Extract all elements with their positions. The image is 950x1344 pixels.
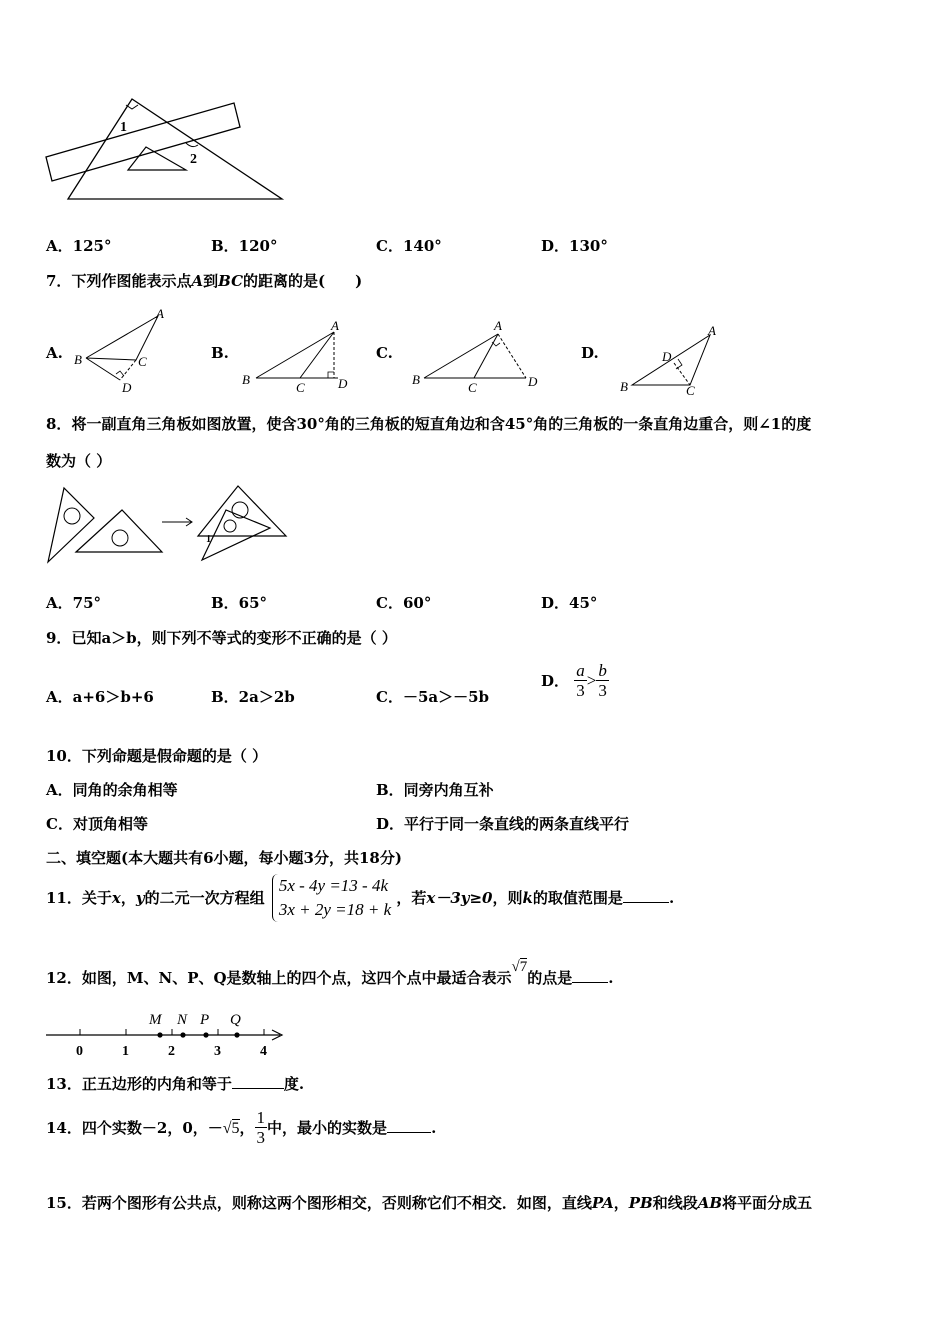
q12-text-post: 的点是	[527, 969, 573, 987]
q11-equation-2: 3x + 2y =18 + k	[278, 900, 392, 919]
q12-text-pre: 如图，M、N、P、Q是数轴上的四个点，这四个点中最适合表示	[81, 969, 512, 987]
q7c-label-b: B	[412, 372, 420, 387]
q10-question	[46, 746, 267, 766]
q14-end: .	[431, 1119, 437, 1137]
q13-text-pre: 正五边形的内角和等于	[81, 1075, 232, 1093]
q9-number: 9．	[46, 629, 72, 647]
q12-answer-blank[interactable]	[572, 968, 608, 983]
q10-text: 下列命题是假命题的是（ ）	[81, 747, 268, 765]
q7a-label-b: B	[74, 352, 82, 367]
q12-tick-0: 0	[76, 1044, 83, 1059]
q7-question	[46, 271, 362, 291]
q11-text-pre: 关于	[81, 889, 112, 907]
q12-sqrt-sign: √	[511, 959, 520, 975]
q7b-label-d: D	[338, 376, 348, 391]
q11-text-mid: 的二元一次方程组	[144, 889, 265, 907]
q10-option-d[interactable]: D．平行于同一条直线的两条直线平行	[376, 815, 630, 833]
q12-label-p: P	[200, 1012, 210, 1028]
q6-big-triangle	[68, 99, 282, 199]
q6-right-angle-mark	[126, 105, 138, 109]
q7b-label-a: A	[331, 318, 339, 333]
q7c-label-c: C	[468, 380, 477, 395]
q15-line-pb: PB	[628, 1194, 653, 1212]
q9-frac-b-den: 3	[598, 681, 607, 700]
q14-question	[46, 1108, 436, 1152]
q7b-label-b: B	[242, 372, 250, 387]
q14-number: 14．	[46, 1119, 82, 1137]
q6-ruler	[46, 103, 240, 181]
q9-option-c[interactable]: C．－5a＞－5b	[376, 688, 490, 706]
q12-point-p	[203, 1032, 208, 1037]
q9-gt-sign: >	[586, 670, 597, 690]
q8-text-line1: 将一副直角三角板如图放置，使含30°角的三角板的短直角边和含45°角的三角板的一条直角边重合，则∠1的度	[71, 415, 812, 433]
q11-answer-blank[interactable]	[623, 888, 669, 903]
q11-equation-1: 5x - 4y =13 - 4k	[278, 876, 389, 895]
q8-option-a[interactable]: A．75°	[46, 594, 102, 612]
q9-frac-a-num: a	[576, 661, 585, 680]
q15-end: 将平面分成五	[722, 1194, 813, 1212]
q8-figure	[44, 480, 294, 570]
q9-option-d[interactable]	[541, 661, 609, 700]
q10-option-c[interactable]: C．对顶角相等	[46, 815, 148, 833]
q14-sqrt-sign: √	[222, 1120, 232, 1137]
q13-question	[46, 1074, 304, 1094]
q12-label-q: Q	[230, 1012, 241, 1028]
q14-text-pre: 四个实数－2，0，－	[81, 1119, 223, 1137]
q12-label-m: M	[149, 1012, 162, 1028]
q12-number-line	[44, 1005, 294, 1060]
q8-right-triangle-45	[198, 486, 286, 536]
q10-option-a[interactable]: A．同角的余角相等	[46, 781, 178, 799]
q7b-label-c: C	[296, 380, 305, 395]
q9-frac-b	[596, 661, 609, 700]
q14-frac-num: 1	[256, 1108, 266, 1127]
q11-number: 11．	[46, 889, 82, 907]
q6-figure	[40, 95, 290, 205]
q8-number: 8．	[46, 415, 72, 433]
q7-figure-a	[70, 308, 170, 396]
q14-radicand: 5	[231, 1120, 240, 1137]
q8-option-c[interactable]: C．60°	[376, 594, 432, 612]
q10-option-b[interactable]: B．同旁内角互补	[376, 781, 494, 799]
q11-end: .	[668, 889, 675, 907]
q9-frac-b-num: b	[598, 661, 607, 680]
q10-number: 10．	[46, 747, 82, 765]
q9-option-b[interactable]: B．2a＞2b	[211, 688, 295, 706]
q14-answer-blank[interactable]	[387, 1118, 431, 1133]
q12-radicand: 7	[519, 959, 528, 975]
q11-var-x: x	[111, 889, 121, 907]
q7-figure-c	[408, 316, 548, 396]
q14-text-post: 中，最小的实数是	[267, 1119, 388, 1137]
q15-comma: ，	[613, 1194, 629, 1212]
q6-option-b[interactable]: B．120°	[211, 237, 278, 255]
q11-var-y: y	[135, 889, 145, 907]
q9-option-d-label: D．	[541, 672, 570, 690]
q15-segment-ab: AB	[697, 1194, 723, 1212]
q11-text-post3: 的取值范围是	[532, 889, 623, 907]
q12-end: .	[608, 969, 614, 987]
q9-text: 已知a＞b，则下列不等式的变形不正确的是（ ）	[71, 629, 397, 647]
q8-option-b[interactable]: B．65°	[211, 594, 268, 612]
q7-figure-d	[612, 325, 732, 400]
q12-number: 12．	[46, 969, 82, 987]
q7a-label-d: D	[122, 380, 132, 395]
q9-frac-a	[574, 661, 587, 700]
q15-question	[46, 1193, 812, 1213]
q7-figure-b	[238, 316, 358, 396]
q14-sep: ，	[239, 1119, 255, 1137]
q7d-label-c: C	[686, 383, 695, 398]
q8-question-line2: 数为（ ）	[46, 452, 112, 470]
q12-point-n	[180, 1032, 185, 1037]
q15-number: 15．	[46, 1194, 82, 1212]
q12-tick-3: 3	[214, 1044, 221, 1059]
q11-text-post2: ，则	[492, 889, 523, 907]
q13-number: 13．	[46, 1075, 82, 1093]
q11-comma: ，	[120, 889, 136, 907]
q7a-label-c: C	[138, 354, 147, 369]
q6-option-d[interactable]: D．130°	[541, 237, 608, 255]
q12-question	[46, 959, 614, 989]
q7-text-post: 的距离的是(	[243, 272, 326, 290]
q7c-label-a: A	[494, 318, 502, 333]
q7-option-a-label[interactable]: A.	[46, 344, 63, 362]
q14-frac-den: 3	[256, 1128, 266, 1147]
q8-angle1-label: 1	[206, 534, 211, 545]
q6-angle2-label: 2	[190, 152, 197, 167]
q7d-label-d: D	[662, 349, 672, 364]
q7-close-paren: )	[355, 272, 363, 290]
q7-option-c-label[interactable]: C.	[376, 344, 393, 362]
q7d-label-b: B	[620, 379, 628, 394]
q14-fraction	[255, 1108, 268, 1147]
q12-tick-4: 4	[260, 1044, 267, 1059]
q9-question	[46, 628, 397, 648]
q15-line-pa: PA	[591, 1194, 614, 1212]
q8-option-d[interactable]: D．45°	[541, 594, 598, 612]
q11-question	[46, 872, 674, 924]
q8-left-triangle-30	[48, 488, 94, 562]
q7-text-mid: 到	[203, 272, 219, 290]
q12-tick-2: 2	[168, 1044, 175, 1059]
q12-point-q	[234, 1032, 239, 1037]
q6-angle1-label: 1	[120, 120, 127, 135]
section2-title: 二、填空题(本大题共有6小题，每小题3分，共18分)	[46, 849, 402, 867]
q12-label-n: N	[177, 1012, 188, 1028]
q7c-label-d: D	[528, 374, 538, 389]
q12-point-m	[157, 1032, 162, 1037]
q12-tick-1: 1	[122, 1044, 129, 1059]
q7-segment-bc: BC	[218, 272, 244, 290]
q12-sqrt7	[512, 957, 528, 977]
q7-option-d-label[interactable]: D.	[581, 344, 599, 362]
q11-text-post1: ，若	[396, 889, 427, 907]
q13-answer-blank[interactable]	[232, 1074, 284, 1089]
q7-text-pre: 下列作图能表示点	[71, 272, 192, 290]
q15-mid: 和线段	[652, 1194, 698, 1212]
q7a-label-a: A	[156, 306, 164, 321]
q6-angle-arc	[186, 143, 198, 147]
q6-option-c[interactable]: C．140°	[376, 237, 442, 255]
q8-question-line1	[46, 414, 811, 434]
q15-text: 若两个图形有公共点，则称这两个图形相交，否则称它们不相交．如图，直线	[81, 1194, 592, 1212]
q7d-label-a: A	[708, 323, 716, 338]
q9-option-a[interactable]: A．a+6＞b+6	[46, 688, 154, 706]
q11-condition: x－3y≥0	[426, 889, 493, 907]
q7-point-a: A	[191, 272, 204, 290]
q9-frac-a-den: 3	[576, 681, 585, 700]
q7-option-b-label[interactable]: B.	[211, 344, 229, 362]
q13-text-post: 度.	[283, 1075, 305, 1093]
q7-number: 7．	[46, 272, 72, 290]
q11-var-k: k	[522, 889, 533, 907]
q6-option-a[interactable]: A．125°	[46, 237, 112, 255]
q11-equation-system	[272, 874, 391, 922]
